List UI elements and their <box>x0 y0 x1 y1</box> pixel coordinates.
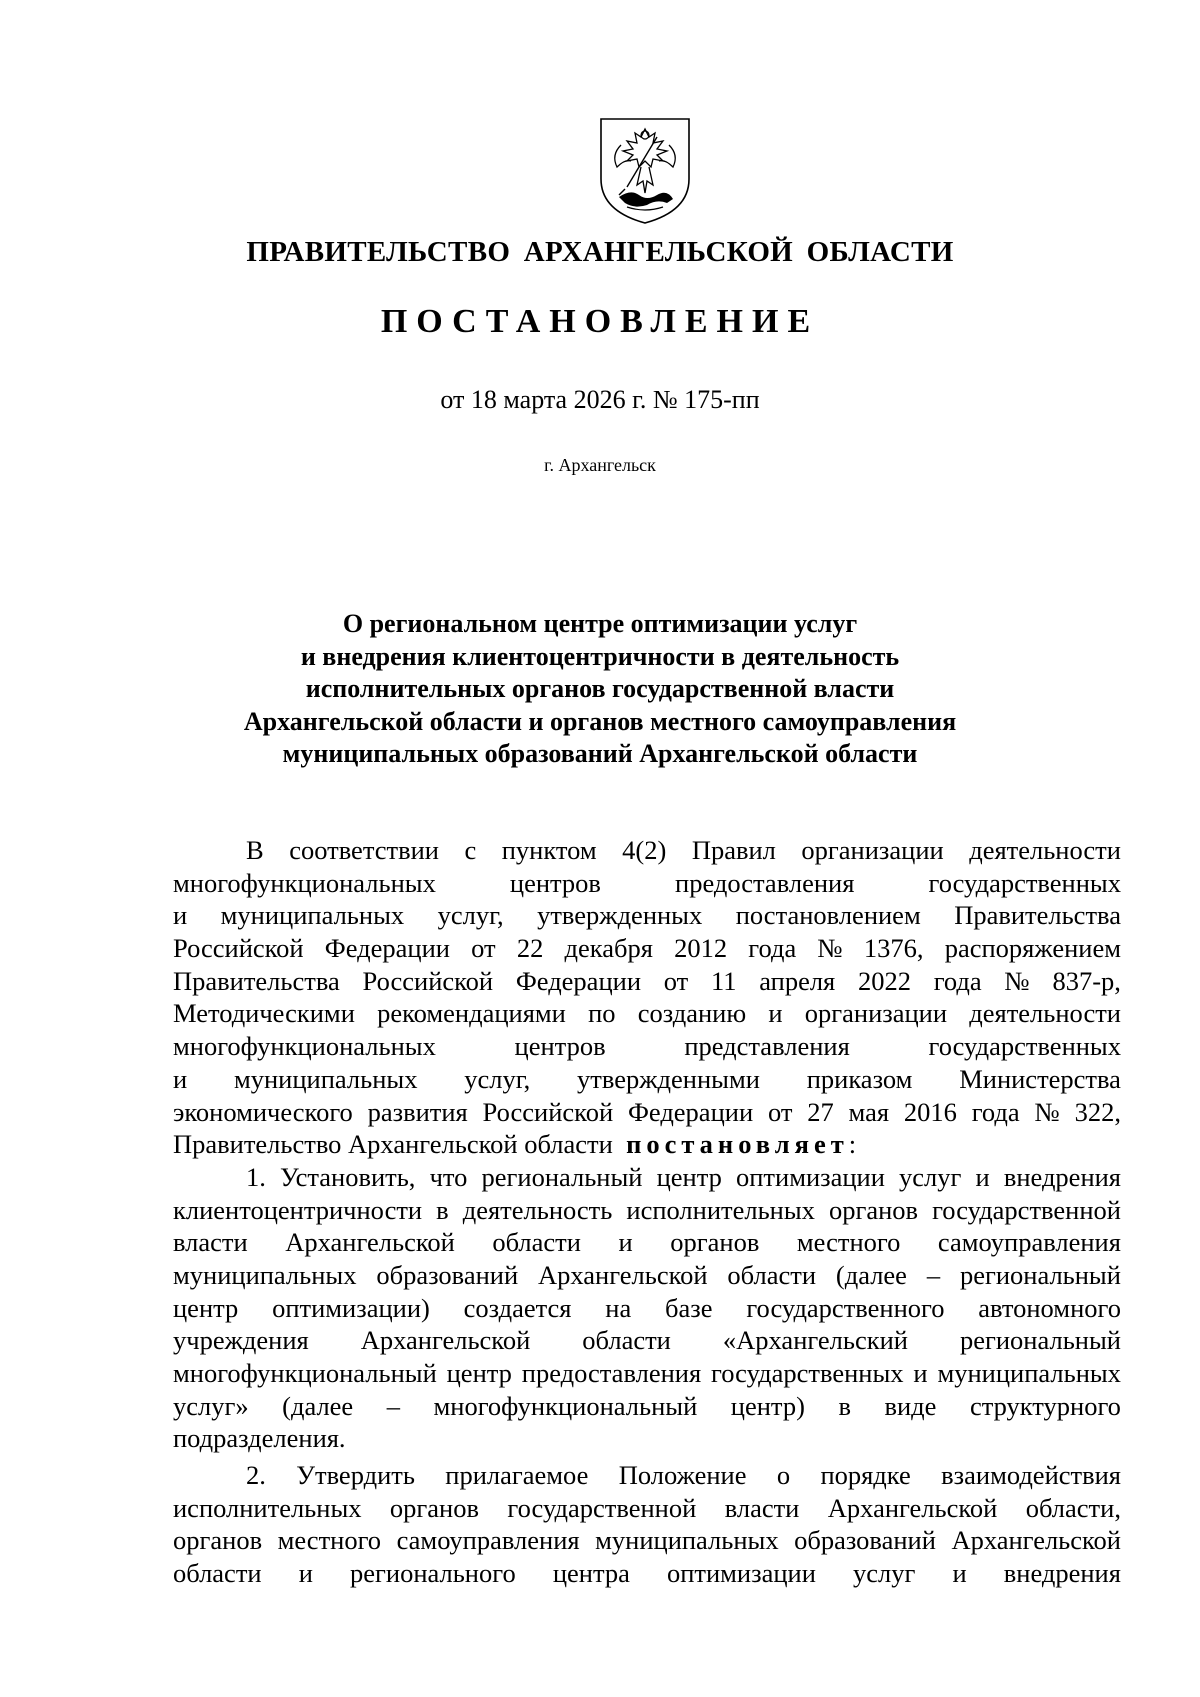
text-line: центр оптимизации) создается на базе государственного автономного <box>173 1292 1121 1323</box>
text-line: клиентоцентричности в деятельность исполнительных органов государственной <box>173 1194 1121 1225</box>
text-line: учреждения Архангельской области «Архангельский региональный <box>173 1325 1121 1356</box>
preamble-paragraph <box>173 834 1121 1161</box>
item-2-paragraph <box>173 1459 1121 1590</box>
document-type: ПОСТАНОВЛЕНИЕ <box>380 303 820 340</box>
text-line: В соответствии с пунктом 4(2) Правил организации деятельности <box>246 835 1121 865</box>
subject-line: муниципальных образований Архангельской области <box>282 739 918 768</box>
item-1-paragraph <box>173 1161 1121 1455</box>
text-line: многофункциональный центр предоставления государственных и муниципальных <box>173 1358 1121 1388</box>
coat-of-arms-icon <box>597 115 693 227</box>
text-line: области и регионального центра оптимизации услуг и внедрения <box>173 1558 1121 1589</box>
subject-line: исполнительных органов государственной власти <box>305 674 895 703</box>
text-line: Российской Федерации от 22 декабря 2012 года № 1376, распоряжением <box>173 933 1121 964</box>
text-line: подразделения. <box>173 1423 346 1454</box>
text-line: услуг» (далее – многофункциональный центр) в виде структурного <box>173 1390 1121 1421</box>
text-line: Методическими рекомендациями по созданию и организации деятельности <box>173 998 1121 1029</box>
subject-line: О региональном центре оптимизации услуг <box>342 609 858 638</box>
text-line: экономического развития Российской Федерации от 27 мая 2016 года № 322, <box>173 1096 1121 1127</box>
text-line: исполнительных органов государственной власти Архангельской области, <box>173 1492 1121 1523</box>
decree-prefix: Правительство Архангельской области <box>173 1129 613 1160</box>
text-line: многофункциональных центров предоставления государственных <box>173 867 1121 898</box>
text-line: многофункциональных центров представления государственных <box>173 1031 1121 1062</box>
text-line: 2. Утвердить прилагаемое Положение о порядке взаимодействия <box>246 1460 1121 1491</box>
text-line: власти Архангельской области и органов местного самоуправления <box>173 1227 1121 1258</box>
subject-line: и внедрения клиентоцентричности в деятельность <box>300 641 900 671</box>
text-line: и муниципальных услуг, утвержденных постановлением Правительства <box>173 900 1121 931</box>
government-title: ПРАВИТЕЛЬСТВО АРХАНГЕЛЬСКОЙ ОБЛАСТИ <box>246 236 954 268</box>
document-body <box>173 834 1121 1590</box>
text-line: и муниципальных услуг, утвержденными приказом Министерства <box>173 1063 1121 1094</box>
text-line-decree <box>173 1128 1121 1161</box>
document-date-number: от 18 марта 2026 г. № 175-пп <box>440 385 760 414</box>
decree-suffix: : <box>848 1129 857 1160</box>
text-line: 1. Установить, что региональный центр оптимизации услуг и внедрения <box>246 1161 1121 1192</box>
text-line: муниципальных образований Архангельской области (далее – региональный <box>173 1259 1121 1290</box>
text-line: органов местного самоуправления муниципальных образований Архангельской <box>173 1525 1121 1556</box>
document-subject <box>0 608 1200 771</box>
decree-word: постановляет <box>626 1129 849 1160</box>
document-city: г. Архангельск <box>544 455 656 475</box>
text-line: Правительства Российской Федерации от 11 апреля 2022 года № 837-р, <box>173 965 1121 996</box>
subject-line: Архангельской области и органов местного самоуправления <box>243 706 957 736</box>
